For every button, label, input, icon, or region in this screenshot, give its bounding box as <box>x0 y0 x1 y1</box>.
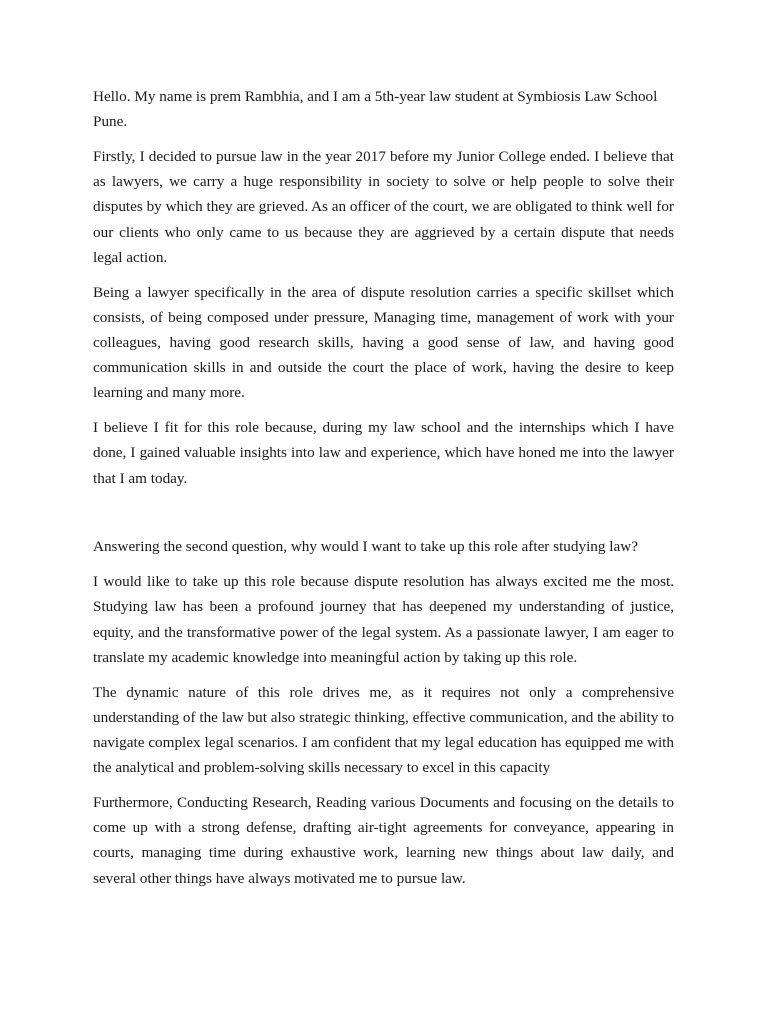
body-paragraph: The dynamic nature of this role drives me, as it requires not only a comprehensive understanding of the law but also strategic thinking, effective communication, and the ability to navigate complex legal scenarios. I am confident that my legal education has equipped me with the analytical and problem-solving skills necessary to excel in this capacity <box>93 683 674 777</box>
body-paragraph: Firstly, I decided to pursue law in the year 2017 before my Junior College ended. I believe that as lawyers, we carry a huge responsibility in society to solve or help people to solve their disputes by which they are grieved. As an officer of the court, we are obligated to think well for our clients who only came to us because they are aggrieved by a certain dispute that needs legal action. <box>93 148 674 266</box>
body-paragraph: I believe I fit for this role because, during my law school and the internships which I have done, I gained valuable insights into law and experience, which have honed me into the lawyer that I am today. <box>93 419 674 487</box>
section-gap <box>93 500 674 534</box>
intro-paragraph: Hello. My name is prem Rambhia, and I am a 5th-year law student at Symbiosis Law School Pune. <box>93 88 658 131</box>
body-paragraph: Furthermore, Conducting Research, Reading various Documents and focusing on the details to come up with a strong defense, drafting air-tight agreements for conveyance, appearing in courts, managing time during exhaustive work, learning new things about law daily, and several other things have always motivated me to pursue law. <box>93 794 674 887</box>
document-page <box>93 84 674 900</box>
body-paragraph: I would like to take up this role because dispute resolution has always excited me the most. Studying law has been a profound journey that has deepened my understanding of justice, equity, and the transformative power of the legal system. As a passionate lawyer, I am eager to translate my academic knowledge into meaningful action by taking up this role. <box>93 573 674 666</box>
body-paragraph: Being a lawyer specifically in the area of dispute resolution carries a specific skillset which consists, of being composed under pressure, Managing time, management of work with your colleagues, having good research skills, having a good sense of law, and having good communication skills in and outside the court the place of work, having the desire to keep learning and many more. <box>93 283 674 402</box>
section-heading-paragraph: Answering the second question, why would I want to take up this role after studying law? <box>93 538 638 556</box>
